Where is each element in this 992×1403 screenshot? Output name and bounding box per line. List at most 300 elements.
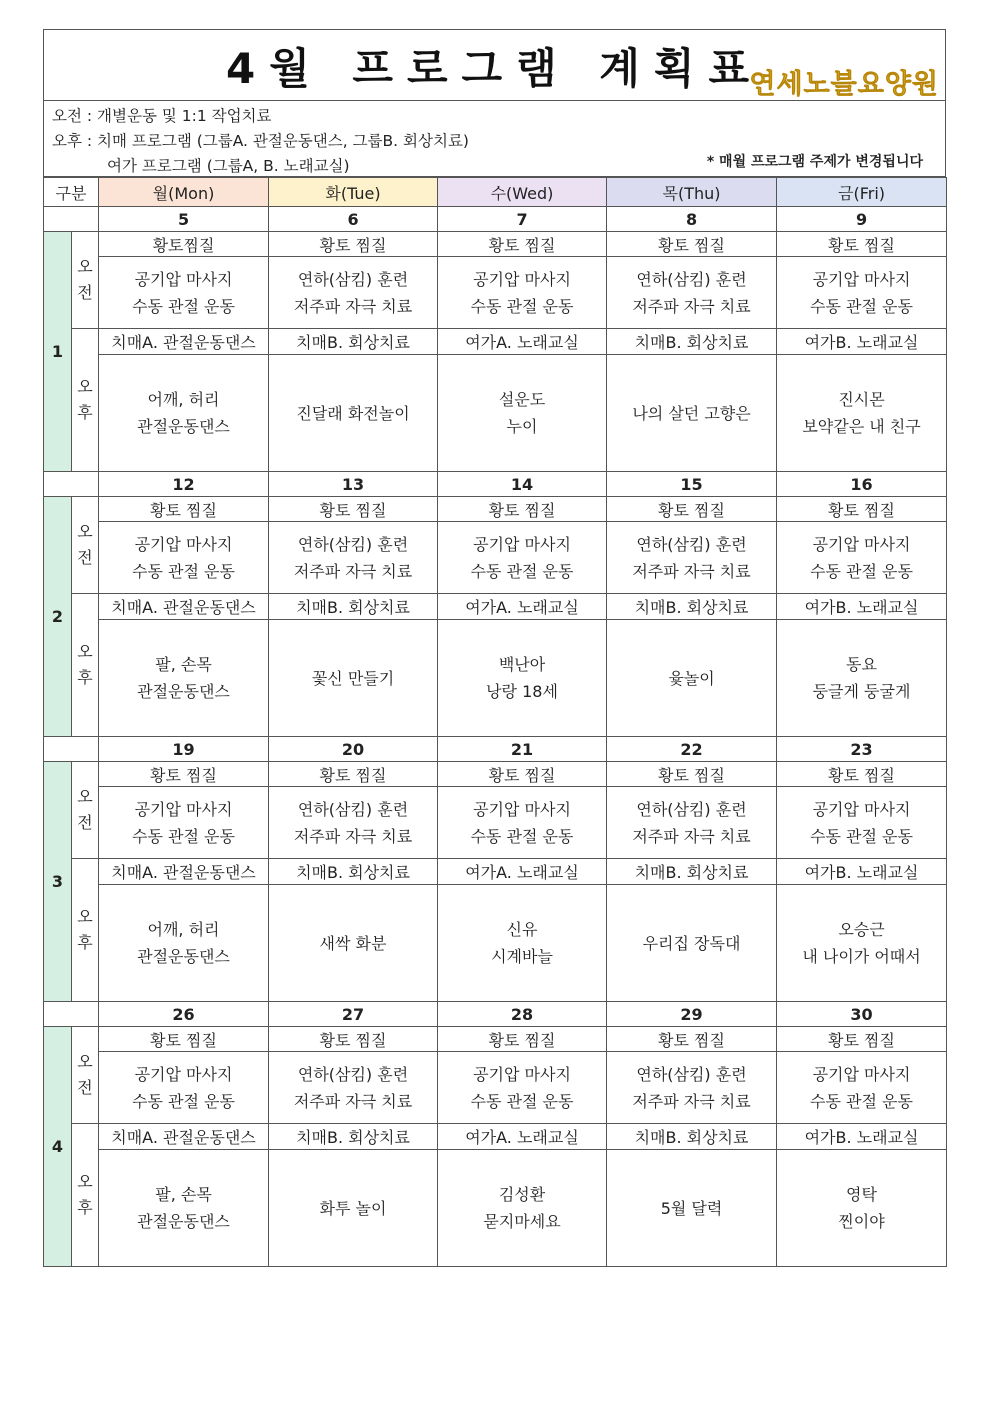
pm-label-char: 후 bbox=[77, 933, 93, 952]
am-activity-line: 수동 관절 운동 bbox=[132, 561, 235, 581]
day-label: 목(Thu) bbox=[662, 183, 721, 203]
pm-topic-row bbox=[44, 355, 947, 472]
am-mudpack-label: 황토 찜질 bbox=[319, 1030, 387, 1050]
am-activity-cell bbox=[607, 522, 777, 594]
date-row bbox=[44, 207, 947, 232]
date-number: 28 bbox=[510, 1004, 534, 1024]
date-row-spacer bbox=[44, 737, 99, 762]
pm-program-label: 치매B. 회상치료 bbox=[296, 333, 410, 352]
date-cell bbox=[607, 472, 777, 497]
am-top-row bbox=[44, 1027, 947, 1052]
change-notice: * 매월 프로그램 주제가 변경됩니다 bbox=[706, 154, 923, 170]
day-header-row bbox=[44, 178, 947, 207]
am-mudpack-cell bbox=[269, 762, 438, 787]
date-number: 23 bbox=[850, 739, 873, 759]
pm-topic-line: 영탁 bbox=[846, 1185, 877, 1204]
pm-program-row bbox=[44, 1124, 947, 1150]
pm-topic-line: 관절운동댄스 bbox=[137, 947, 230, 966]
pm-program-label: 여가A. 노래교실 bbox=[465, 598, 579, 617]
pm-topic-line: 김성환 bbox=[498, 1185, 546, 1204]
pm-topic-cell bbox=[99, 620, 269, 737]
am-mudpack-label: 황토 찜질 bbox=[319, 235, 387, 255]
am-activity-line: 공기압 마사지 bbox=[134, 1064, 233, 1084]
am-mudpack-label: 황토 찜질 bbox=[488, 500, 556, 520]
am-activity-line: 연하(삼킴) 훈련 bbox=[636, 534, 747, 554]
pm-program-row bbox=[44, 859, 947, 885]
pm-topic-line: 윷놀이 bbox=[668, 668, 715, 688]
pm-program-label: 치매B. 회상치료 bbox=[634, 598, 749, 617]
am-activity-line: 수동 관절 운동 bbox=[810, 1091, 913, 1111]
am-top-row bbox=[44, 232, 947, 257]
am-activity-line: 수동 관절 운동 bbox=[470, 561, 574, 581]
date-row bbox=[44, 737, 947, 762]
am-mudpack-label: 황토 찜질 bbox=[658, 765, 725, 785]
am-activity-cell bbox=[777, 787, 947, 859]
pm-program-label: 여가B. 노래교실 bbox=[804, 598, 919, 617]
date-cell bbox=[777, 1002, 947, 1027]
pm-program-row bbox=[44, 594, 947, 620]
pm-program-label: 치매A. 관절운동댄스 bbox=[111, 1128, 256, 1147]
pm-program-cell bbox=[777, 594, 947, 620]
date-row bbox=[44, 1002, 947, 1027]
am-activity-row bbox=[44, 1052, 947, 1124]
date-number: 12 bbox=[172, 474, 195, 494]
day-header-thu bbox=[607, 178, 777, 207]
pm-topic-line: 동요 bbox=[846, 655, 877, 674]
info-line-morning: 오전 : 개별운동 및 1:1 작업치료 bbox=[52, 107, 272, 125]
date-cell bbox=[99, 207, 269, 232]
am-label-cell bbox=[72, 232, 99, 329]
am-mudpack-label: 황토 찜질 bbox=[828, 235, 895, 255]
pm-program-cell bbox=[269, 594, 438, 620]
pm-topic-line: 누이 bbox=[506, 417, 538, 436]
am-activity-cell bbox=[777, 1052, 947, 1124]
am-activity-cell bbox=[269, 787, 438, 859]
am-activity-line: 연하(삼킴) 훈련 bbox=[297, 534, 409, 554]
pm-topic-cell bbox=[269, 620, 438, 737]
am-activity-line: 수동 관절 운동 bbox=[470, 296, 574, 316]
week-number: 1 bbox=[51, 342, 64, 361]
am-activity-line: 수동 관절 운동 bbox=[132, 826, 235, 846]
am-activity-row bbox=[44, 522, 947, 594]
pm-topic-cell bbox=[607, 885, 777, 1002]
am-mudpack-label: 황토 찜질 bbox=[828, 500, 895, 520]
am-activity-line: 저주파 자극 치료 bbox=[293, 826, 413, 846]
am-activity-line: 연하(삼킴) 훈련 bbox=[297, 799, 409, 819]
pm-program-cell bbox=[607, 329, 777, 355]
pm-topic-cell bbox=[777, 355, 947, 472]
am-activity-cell bbox=[438, 257, 607, 329]
am-label-cell bbox=[72, 1027, 99, 1124]
pm-label-char: 오 bbox=[77, 642, 93, 661]
pm-topic-line: 진달래 화전놀이 bbox=[296, 403, 410, 423]
am-mudpack-cell bbox=[99, 497, 269, 522]
pm-topic-cell bbox=[269, 355, 438, 472]
am-mudpack-label: 황토 찜질 bbox=[658, 235, 725, 255]
am-activity-cell bbox=[269, 1052, 438, 1124]
pm-program-label: 여가B. 노래교실 bbox=[804, 1128, 919, 1147]
am-activity-cell bbox=[99, 1052, 269, 1124]
day-label: 화(Tue) bbox=[325, 183, 381, 203]
pm-program-row bbox=[44, 329, 947, 355]
day-label: 월(Mon) bbox=[152, 183, 215, 203]
am-activity-line: 저주파 자극 치료 bbox=[293, 296, 413, 316]
am-activity-cell bbox=[438, 1052, 607, 1124]
week-label-cell bbox=[44, 497, 72, 737]
pm-program-cell bbox=[438, 329, 607, 355]
date-number: 15 bbox=[680, 474, 703, 494]
week-label-cell bbox=[44, 1027, 72, 1267]
pm-program-label: 치매B. 회상치료 bbox=[634, 863, 749, 882]
pm-label-cell bbox=[72, 1124, 99, 1267]
pm-topic-line: 관절운동댄스 bbox=[137, 1212, 230, 1231]
pm-program-cell bbox=[438, 859, 607, 885]
am-mudpack-cell bbox=[269, 1027, 438, 1052]
am-activity-line: 공기압 마사지 bbox=[134, 534, 233, 554]
pm-topic-line: 진시몬 bbox=[838, 390, 885, 409]
am-mudpack-label: 황토찜질 bbox=[152, 235, 215, 255]
am-activity-line: 저주파 자극 치료 bbox=[293, 561, 413, 581]
am-activity-cell bbox=[607, 1052, 777, 1124]
am-activity-cell bbox=[777, 522, 947, 594]
date-cell bbox=[607, 737, 777, 762]
pm-topic-line: 관절운동댄스 bbox=[137, 682, 230, 701]
pm-program-label: 여가A. 노래교실 bbox=[465, 863, 579, 882]
am-activity-line: 연하(삼킴) 훈련 bbox=[297, 1064, 409, 1084]
am-mudpack-cell bbox=[777, 762, 947, 787]
date-cell bbox=[607, 207, 777, 232]
pm-topic-line: 오승근 bbox=[838, 920, 885, 939]
program-info bbox=[43, 101, 946, 177]
pm-program-label: 여가A. 노래교실 bbox=[465, 333, 579, 352]
pm-topic-cell bbox=[269, 1150, 438, 1267]
am-activity-line: 저주파 자극 치료 bbox=[293, 1091, 413, 1111]
am-mudpack-cell bbox=[607, 497, 777, 522]
pm-topic-row bbox=[44, 885, 947, 1002]
pm-topic-line: 팔, 손목 bbox=[155, 1185, 212, 1204]
pm-topic-cell bbox=[99, 885, 269, 1002]
am-mudpack-cell bbox=[438, 232, 607, 257]
date-cell bbox=[607, 1002, 777, 1027]
pm-topic-cell bbox=[438, 620, 607, 737]
am-mudpack-cell bbox=[269, 232, 438, 257]
pm-program-label: 여가A. 노래교실 bbox=[465, 1128, 579, 1147]
am-activity-line: 공기압 마사지 bbox=[812, 534, 911, 554]
pm-program-label: 치매B. 회상치료 bbox=[634, 333, 749, 352]
am-activity-line: 수동 관절 운동 bbox=[132, 296, 235, 316]
date-number: 7 bbox=[516, 209, 528, 229]
am-activity-cell bbox=[99, 787, 269, 859]
am-activity-line: 연하(삼킴) 훈련 bbox=[636, 799, 747, 819]
am-activity-line: 공기압 마사지 bbox=[473, 269, 571, 289]
date-cell bbox=[99, 1002, 269, 1027]
pm-topic-cell bbox=[438, 885, 607, 1002]
am-activity-cell bbox=[438, 787, 607, 859]
week-number: 4 bbox=[51, 1137, 64, 1156]
week-number: 3 bbox=[51, 872, 64, 891]
day-header-tue bbox=[269, 178, 438, 207]
pm-topic-row bbox=[44, 1150, 947, 1267]
date-cell bbox=[99, 472, 269, 497]
am-mudpack-cell bbox=[438, 1027, 607, 1052]
am-activity-cell bbox=[777, 257, 947, 329]
am-activity-line: 공기압 마사지 bbox=[134, 799, 233, 819]
pm-program-cell bbox=[99, 329, 269, 355]
date-cell bbox=[777, 472, 947, 497]
am-mudpack-label: 황토 찜질 bbox=[150, 500, 217, 520]
date-number: 5 bbox=[177, 209, 190, 229]
date-number: 19 bbox=[172, 739, 195, 759]
date-cell bbox=[438, 1002, 607, 1027]
am-activity-cell bbox=[99, 522, 269, 594]
am-label-char: 전 bbox=[77, 1078, 93, 1097]
day-header-wed bbox=[438, 178, 607, 207]
am-mudpack-cell bbox=[607, 232, 777, 257]
week-number: 2 bbox=[51, 607, 64, 626]
pm-program-label: 치매A. 관절운동댄스 bbox=[111, 598, 256, 617]
am-label-cell bbox=[72, 497, 99, 594]
date-number: 14 bbox=[510, 474, 534, 494]
date-cell bbox=[438, 207, 607, 232]
am-activity-row bbox=[44, 787, 947, 859]
pm-topic-line: 설운도 bbox=[498, 390, 546, 409]
pm-topic-line: 관절운동댄스 bbox=[137, 417, 230, 436]
pm-label-cell bbox=[72, 594, 99, 737]
am-mudpack-label: 황토 찜질 bbox=[828, 1030, 895, 1050]
pm-topic-line: 꽃신 만들기 bbox=[311, 668, 395, 688]
date-cell bbox=[438, 472, 607, 497]
info-line-afternoon: 오후 : 치매 프로그램 (그룹A. 관절운동댄스, 그룹B. 회상치료) bbox=[52, 132, 469, 150]
week-label-cell bbox=[44, 232, 72, 472]
date-cell bbox=[99, 737, 269, 762]
am-label-char: 오 bbox=[77, 1052, 93, 1071]
am-activity-cell bbox=[269, 522, 438, 594]
pm-topic-line: 찐이야 bbox=[838, 1212, 885, 1231]
pm-program-cell bbox=[607, 1124, 777, 1150]
pm-label-cell bbox=[72, 859, 99, 1002]
pm-topic-line: 어깨, 허리 bbox=[147, 390, 220, 409]
week-label-cell bbox=[44, 762, 72, 1002]
am-top-row bbox=[44, 497, 947, 522]
pm-program-label: 여가B. 노래교실 bbox=[804, 333, 919, 352]
am-mudpack-cell bbox=[777, 232, 947, 257]
pm-topic-line: 백난아 bbox=[498, 655, 546, 674]
pm-program-cell bbox=[269, 1124, 438, 1150]
pm-topic-cell bbox=[777, 885, 947, 1002]
am-activity-line: 수동 관절 운동 bbox=[132, 1091, 235, 1111]
am-label-char: 전 bbox=[77, 283, 93, 302]
pm-label-cell bbox=[72, 329, 99, 472]
am-mudpack-cell bbox=[777, 497, 947, 522]
pm-program-label: 치매B. 회상치료 bbox=[296, 1128, 410, 1147]
am-mudpack-cell bbox=[269, 497, 438, 522]
am-label-cell bbox=[72, 762, 99, 859]
date-row-spacer bbox=[44, 472, 99, 497]
am-activity-line: 공기압 마사지 bbox=[812, 269, 911, 289]
info-line-leisure: 여가 프로그램 (그룹A, B. 노래교실) bbox=[107, 157, 350, 175]
pm-program-cell bbox=[99, 859, 269, 885]
pm-label-char: 후 bbox=[77, 668, 93, 687]
pm-topic-line: 신유 bbox=[506, 920, 538, 939]
am-mudpack-label: 황토 찜질 bbox=[488, 765, 556, 785]
pm-program-cell bbox=[777, 1124, 947, 1150]
pm-program-cell bbox=[269, 859, 438, 885]
pm-label-char: 후 bbox=[77, 1198, 93, 1217]
am-mudpack-label: 황토 찜질 bbox=[658, 500, 725, 520]
am-activity-line: 저주파 자극 치료 bbox=[632, 826, 751, 846]
brand-logo-text: 연세노블요양원 bbox=[749, 69, 939, 100]
pm-topic-line: 낭랑 18세 bbox=[486, 682, 558, 701]
am-mudpack-cell bbox=[777, 1027, 947, 1052]
am-label-char: 오 bbox=[77, 522, 93, 541]
date-number: 9 bbox=[855, 209, 868, 229]
date-row-spacer bbox=[44, 1002, 99, 1027]
date-cell bbox=[777, 207, 947, 232]
date-number: 26 bbox=[172, 1004, 195, 1024]
date-number: 30 bbox=[850, 1004, 873, 1024]
pm-topic-line: 묻지마세요 bbox=[483, 1212, 561, 1231]
corner-cell bbox=[44, 178, 99, 207]
date-number: 21 bbox=[510, 739, 534, 759]
date-number: 8 bbox=[685, 209, 698, 229]
date-cell bbox=[438, 737, 607, 762]
pm-topic-cell bbox=[777, 1150, 947, 1267]
pm-topic-line: 화투 놀이 bbox=[319, 1198, 387, 1218]
pm-topic-line: 나의 살던 고향은 bbox=[632, 403, 751, 423]
am-label-char: 전 bbox=[77, 813, 93, 832]
page-title: 4월 프로그램 계획표 bbox=[225, 44, 764, 93]
day-header-mon bbox=[99, 178, 269, 207]
am-activity-row bbox=[44, 257, 947, 329]
am-mudpack-cell bbox=[607, 762, 777, 787]
am-activity-line: 수동 관절 운동 bbox=[810, 296, 913, 316]
am-activity-line: 공기압 마사지 bbox=[473, 1064, 571, 1084]
pm-program-cell bbox=[607, 859, 777, 885]
am-activity-line: 공기압 마사지 bbox=[473, 534, 571, 554]
pm-program-label: 여가B. 노래교실 bbox=[804, 863, 919, 882]
pm-topic-cell bbox=[607, 355, 777, 472]
pm-topic-line: 시계바늘 bbox=[491, 947, 553, 966]
am-activity-line: 공기압 마사지 bbox=[134, 269, 233, 289]
pm-label-char: 오 bbox=[77, 377, 93, 396]
am-activity-cell bbox=[269, 257, 438, 329]
date-cell bbox=[269, 207, 438, 232]
am-activity-line: 공기압 마사지 bbox=[812, 799, 911, 819]
date-number: 27 bbox=[341, 1004, 365, 1024]
am-mudpack-cell bbox=[99, 232, 269, 257]
pm-topic-line: 보약같은 내 친구 bbox=[802, 417, 921, 436]
am-mudpack-label: 황토 찜질 bbox=[319, 500, 387, 520]
am-activity-line: 연하(삼킴) 훈련 bbox=[636, 1064, 747, 1084]
am-mudpack-label: 황토 찜질 bbox=[488, 235, 556, 255]
title-header bbox=[43, 29, 946, 101]
am-mudpack-cell bbox=[607, 1027, 777, 1052]
pm-program-cell bbox=[777, 859, 947, 885]
pm-program-cell bbox=[777, 329, 947, 355]
date-row bbox=[44, 472, 947, 497]
pm-topic-cell bbox=[269, 885, 438, 1002]
pm-topic-cell bbox=[607, 620, 777, 737]
day-label: 금(Fri) bbox=[838, 183, 886, 203]
pm-topic-line: 어깨, 허리 bbox=[147, 920, 220, 939]
pm-program-cell bbox=[438, 1124, 607, 1150]
am-activity-line: 공기압 마사지 bbox=[473, 799, 571, 819]
am-mudpack-cell bbox=[99, 762, 269, 787]
pm-topic-line: 내 나이가 어때서 bbox=[802, 947, 921, 966]
am-activity-line: 저주파 자극 치료 bbox=[632, 561, 751, 581]
pm-label-char: 오 bbox=[77, 1172, 93, 1191]
pm-program-label: 치매A. 관절운동댄스 bbox=[111, 863, 256, 882]
pm-topic-cell bbox=[99, 355, 269, 472]
pm-program-cell bbox=[607, 594, 777, 620]
schedule-table bbox=[43, 177, 947, 1267]
am-activity-line: 수동 관절 운동 bbox=[810, 826, 913, 846]
am-activity-cell bbox=[607, 257, 777, 329]
pm-topic-cell bbox=[99, 1150, 269, 1267]
am-activity-line: 공기압 마사지 bbox=[812, 1064, 911, 1084]
am-activity-line: 저주파 자극 치료 bbox=[632, 296, 751, 316]
pm-program-label: 치매A. 관절운동댄스 bbox=[111, 333, 256, 352]
pm-program-cell bbox=[438, 594, 607, 620]
pm-topic-cell bbox=[438, 355, 607, 472]
am-mudpack-label: 황토 찜질 bbox=[658, 1030, 725, 1050]
am-activity-line: 연하(삼킴) 훈련 bbox=[636, 269, 747, 289]
pm-topic-line: 새싹 화분 bbox=[319, 933, 387, 953]
date-number: 22 bbox=[680, 739, 703, 759]
pm-program-label: 치매B. 회상치료 bbox=[296, 598, 410, 617]
pm-program-label: 치매B. 회상치료 bbox=[634, 1128, 749, 1147]
am-label-char: 전 bbox=[77, 548, 93, 567]
pm-label-char: 오 bbox=[77, 907, 93, 926]
am-activity-line: 저주파 자극 치료 bbox=[632, 1091, 751, 1111]
pm-topic-cell bbox=[438, 1150, 607, 1267]
pm-topic-line: 우리집 장독대 bbox=[642, 933, 741, 953]
am-activity-line: 수동 관절 운동 bbox=[470, 1091, 574, 1111]
am-activity-line: 수동 관절 운동 bbox=[470, 826, 574, 846]
date-number: 29 bbox=[680, 1004, 703, 1024]
am-top-row bbox=[44, 762, 947, 787]
date-number: 6 bbox=[347, 209, 359, 229]
pm-topic-row bbox=[44, 620, 947, 737]
pm-program-cell bbox=[99, 594, 269, 620]
am-mudpack-label: 황토 찜질 bbox=[319, 765, 387, 785]
pm-program-cell bbox=[269, 329, 438, 355]
am-activity-cell bbox=[607, 787, 777, 859]
date-cell bbox=[269, 472, 438, 497]
am-activity-cell bbox=[99, 257, 269, 329]
am-mudpack-cell bbox=[99, 1027, 269, 1052]
date-cell bbox=[269, 1002, 438, 1027]
pm-program-label: 치매B. 회상치료 bbox=[296, 863, 410, 882]
date-cell bbox=[269, 737, 438, 762]
pm-label-char: 후 bbox=[77, 403, 93, 422]
am-mudpack-cell bbox=[438, 762, 607, 787]
date-row-spacer bbox=[44, 207, 99, 232]
am-mudpack-label: 황토 찜질 bbox=[150, 1030, 217, 1050]
am-activity-line: 수동 관절 운동 bbox=[810, 561, 913, 581]
pm-topic-cell bbox=[777, 620, 947, 737]
am-mudpack-cell bbox=[438, 497, 607, 522]
date-number: 13 bbox=[341, 474, 365, 494]
am-mudpack-label: 황토 찜질 bbox=[828, 765, 895, 785]
am-mudpack-label: 황토 찜질 bbox=[488, 1030, 556, 1050]
program-schedule-sheet bbox=[43, 29, 946, 1267]
am-activity-cell bbox=[438, 522, 607, 594]
am-label-char: 오 bbox=[77, 787, 93, 806]
pm-topic-line: 팔, 손목 bbox=[155, 655, 212, 674]
day-header-fri bbox=[777, 178, 947, 207]
am-label-char: 오 bbox=[77, 257, 93, 276]
